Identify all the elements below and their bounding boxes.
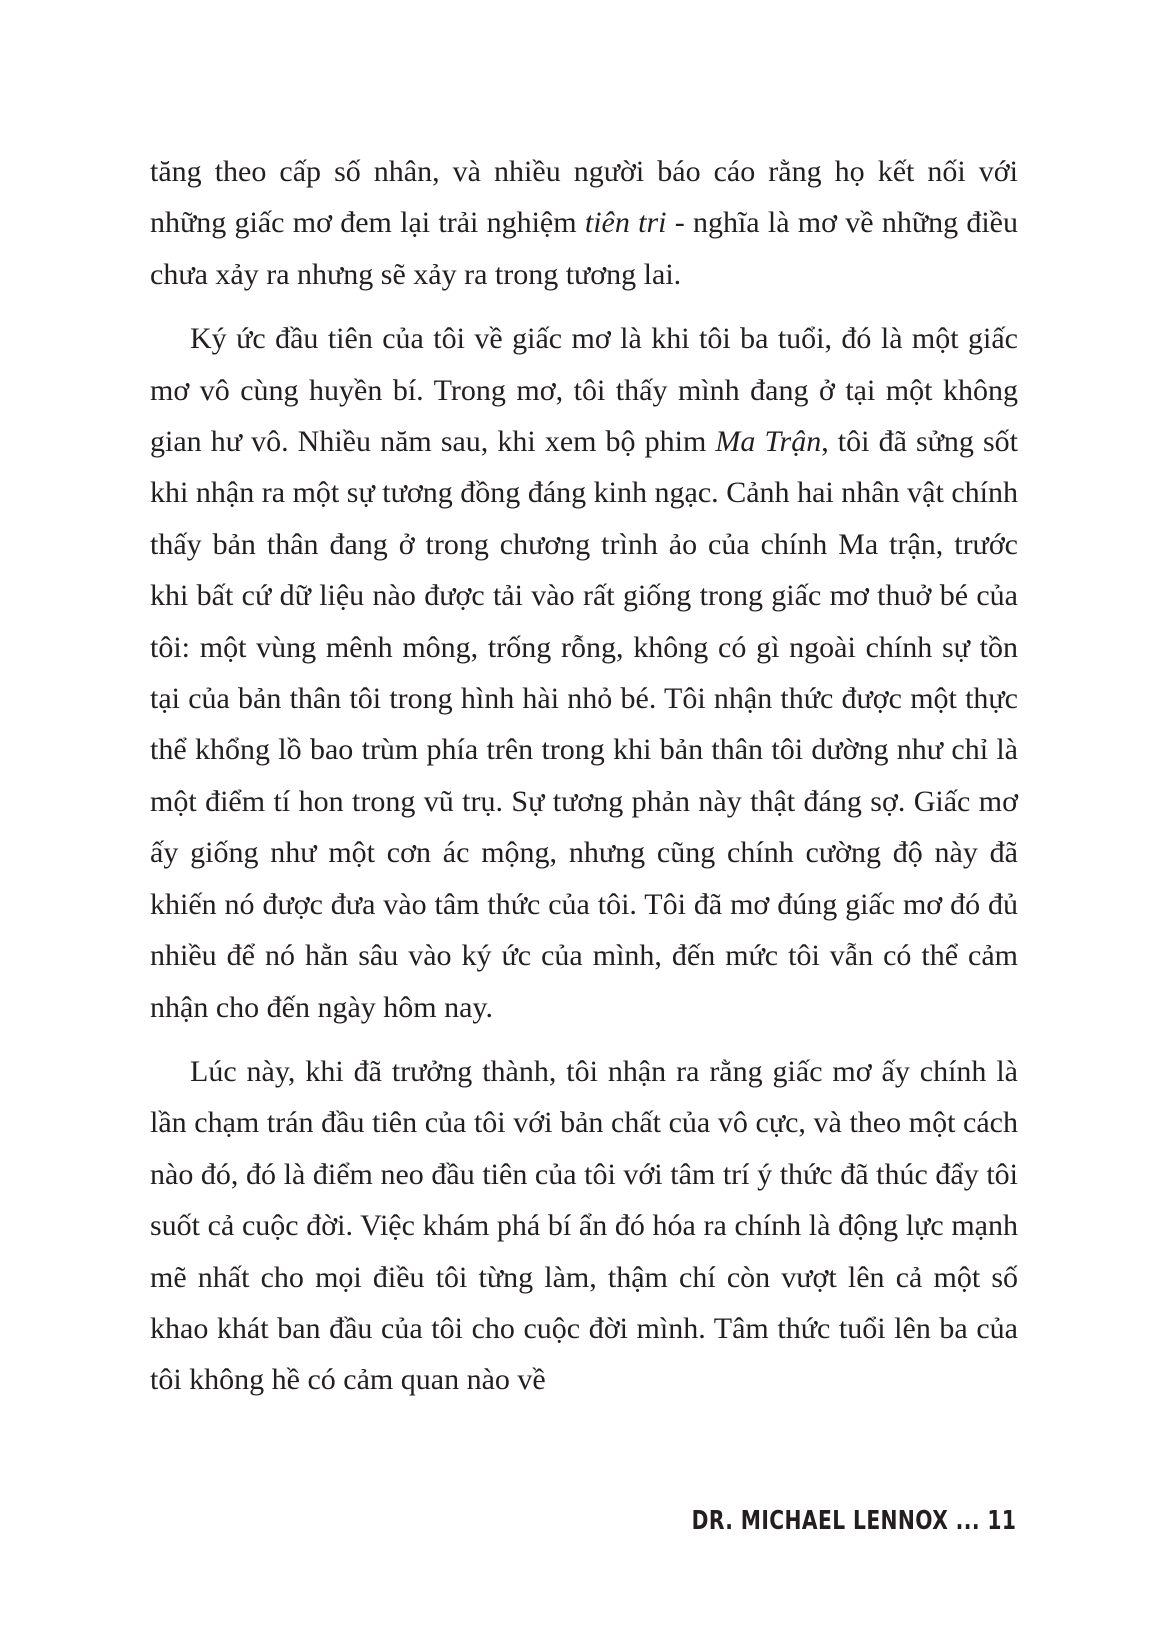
running-footer [691, 1506, 1016, 1536]
paragraph-1 [150, 146, 1018, 300]
footer-separator: ... [955, 1506, 980, 1536]
paragraph-3-text: Lúc này, khi đã trưởng thành, tôi nhận ra rằng giấc mơ ấy chính là lần chạm trán đầu tiên của tôi với bản chất của vô cực, và theo một cách nào đó, đó là điểm neo đầu tiên của tôi với tâm trí ý thức đã thúc đẩy tôi suốt cả cuộc đời. Việc khám phá bí ẩn đó hóa ra chính là động lực mạnh mẽ nhất cho mọi điều tôi từng làm, thậm chí còn vượt lên cả một số khao khát ban đầu của tôi cho cuộc đời mình. Tâm thức tuổi lên ba của tôi không hề có cảm quan nào về [150, 1054, 1018, 1397]
body-text [150, 146, 1018, 1406]
paragraph-2-text-b: , tôi đã sửng sốt khi nhận ra một sự tương đồng đáng kinh ngạc. Cảnh hai nhân vật chính thấy bản thân đang ở trong chương trình ảo của chính Ma trận, trước khi bất cứ dữ liệu nào được tải vào rất giống trong giấc mơ thuở bé của tôi: một vùng mênh mông, trống rỗng, không có gì ngoài chính sự tồn tại của bản thân tôi trong hình hài nhỏ bé. Tôi nhận thức được một thực thể khổng lồ bao trùm phía trên trong khi bản thân tôi dường như chỉ là một điểm tí hon trong vũ trụ. Sự tương phản này thật đáng sợ. Giấc mơ ấy giống như một cơn ác mộng, nhưng cũng chính cường độ này đã khiến nó được đưa vào tâm thức của tôi. Tôi đã mơ đúng giấc mơ đó đủ nhiều để nó hằn sâu vào ký ức của mình, đến mức tôi vẫn có thể cảm nhận cho đến ngày hôm nay. [150, 425, 1019, 1024]
paragraph-3 [150, 1046, 1018, 1406]
paragraph-1-text-a: tăng theo cấp số nhân, và nhiều người báo cáo rằng họ kết nối với những giấc mơ đem lại trải nghiệm [150, 155, 1018, 240]
footer-author: DR. MICHAEL LENNOX [691, 1506, 948, 1536]
paragraph-2 [150, 313, 1018, 1033]
paragraph-1-text-b: - nghĩa là mơ về những điều chưa xảy ra nhưng sẽ xảy ra trong tương lai. [150, 206, 1018, 291]
paragraph-2-film-title: Ma Trận [715, 425, 822, 459]
page-number: 11 [986, 1506, 1016, 1536]
paragraph-2-text-a: Ký ức đầu tiên của tôi về giấc mơ là khi tôi ba tuổi, đó là một giấc mơ vô cùng huyền bí. Trong mơ, tôi thấy mình đang ở tại một không gian hư vô. Nhiều năm sau, khi xem bộ phim [150, 322, 1018, 459]
paragraph-1-italic-term: tiên tri [584, 206, 667, 240]
